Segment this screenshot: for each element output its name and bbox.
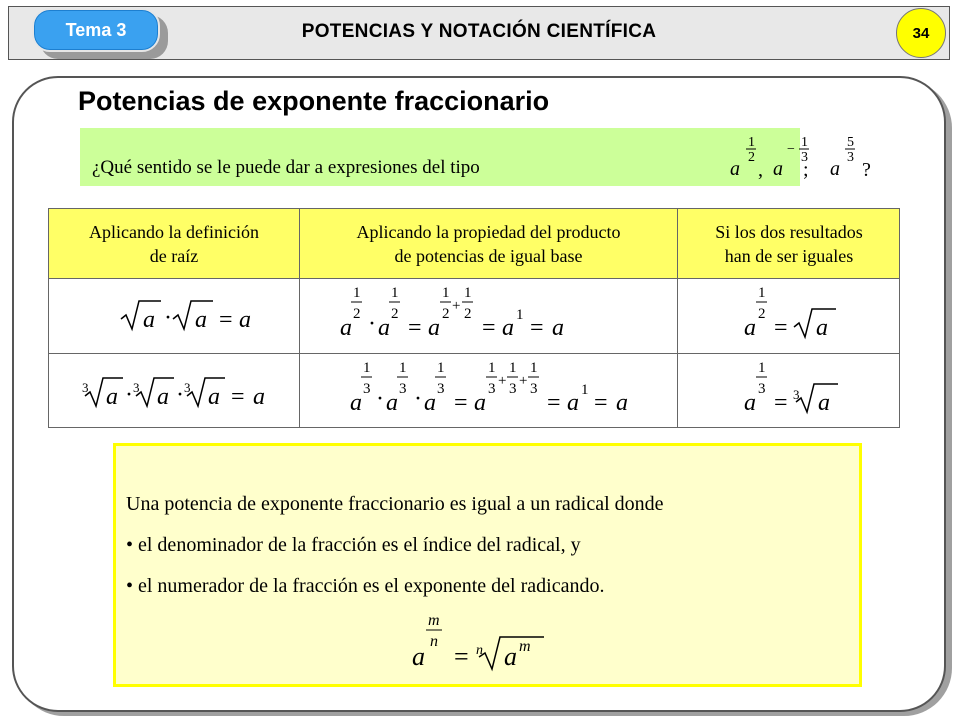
svg-text:a: a (504, 642, 517, 671)
svg-text:+: + (519, 373, 528, 389)
rule-box (113, 443, 862, 687)
svg-text:=: = (231, 384, 245, 410)
svg-text:1: 1 (464, 285, 472, 301)
svg-text:a: a (239, 307, 251, 333)
svg-text:3: 3 (509, 381, 517, 397)
svg-text:a: a (106, 384, 118, 410)
rule-statement: Una potencia de exponente fraccionario es igual a un radical donde (126, 493, 664, 515)
svg-text:3: 3 (793, 387, 800, 402)
svg-text:·: · (368, 311, 376, 337)
svg-text:a: a (730, 158, 740, 180)
svg-text:a: a (818, 390, 830, 416)
svg-text:a: a (412, 642, 425, 671)
section-title: Potencias de exponente fraccionario (78, 86, 550, 116)
result-third-cell (678, 354, 900, 428)
header-product: Aplicando la propiedad del producto de potencias de igual base (300, 209, 678, 278)
svg-text:a: a (340, 315, 352, 341)
table-row (49, 354, 899, 428)
svg-text:·: · (176, 382, 184, 408)
svg-text:2: 2 (353, 306, 361, 322)
svg-text:a: a (474, 390, 486, 416)
svg-text:3: 3 (363, 381, 371, 397)
svg-text:3: 3 (801, 150, 808, 165)
svg-text:n: n (430, 633, 438, 650)
svg-text:=: = (454, 390, 468, 416)
svg-text:1: 1 (391, 285, 399, 301)
page-number-badge: 34 (896, 8, 946, 58)
cuberoot-definition-cell (49, 354, 300, 428)
svg-text:·: · (414, 386, 422, 412)
sqrt-definition-cell (49, 279, 300, 353)
svg-text:a: a (143, 307, 155, 333)
svg-text:1: 1 (353, 285, 361, 301)
tema-badge[interactable]: Tema 3 (32, 8, 160, 52)
table-header-row (49, 209, 899, 279)
svg-text:3: 3 (184, 380, 191, 395)
svg-text:3: 3 (133, 380, 140, 395)
svg-text:1: 1 (509, 360, 517, 376)
svg-text:=: = (594, 390, 608, 416)
svg-text:2: 2 (391, 306, 399, 322)
svg-text:1: 1 (437, 360, 445, 376)
svg-text:2: 2 (464, 306, 472, 322)
svg-text:·: · (164, 305, 172, 331)
svg-text:=: = (774, 315, 788, 341)
svg-text:3: 3 (530, 381, 538, 397)
table-row (49, 279, 899, 354)
svg-text:1: 1 (399, 360, 407, 376)
svg-text:3: 3 (437, 381, 445, 397)
expr-a-five-thirds (830, 135, 855, 180)
svg-text:1: 1 (581, 382, 589, 398)
svg-text:a: a (502, 315, 514, 341)
svg-text:a: a (773, 158, 783, 180)
svg-text:a: a (157, 384, 169, 410)
svg-text:a: a (253, 384, 265, 410)
product-half-cell (300, 279, 678, 353)
svg-text:2: 2 (442, 306, 450, 322)
svg-text:a: a (350, 390, 362, 416)
svg-text:=: = (530, 315, 544, 341)
svg-text:1: 1 (801, 135, 808, 150)
svg-text:3: 3 (399, 381, 407, 397)
svg-text:a: a (567, 390, 579, 416)
svg-text:3: 3 (82, 380, 89, 395)
question-expressions (640, 128, 880, 186)
svg-text:+: + (498, 373, 507, 389)
svg-text:m: m (519, 638, 531, 655)
svg-text:3: 3 (758, 381, 766, 397)
result-half-cell (678, 279, 900, 353)
svg-text:a: a (424, 390, 436, 416)
svg-text:a: a (428, 315, 440, 341)
svg-text:a: a (386, 390, 398, 416)
expr-a-one-half (730, 135, 756, 180)
svg-text:3: 3 (847, 150, 854, 165)
svg-text:=: = (774, 390, 788, 416)
svg-text:a: a (616, 390, 628, 416)
properties-table (48, 208, 900, 428)
svg-text:a: a (195, 307, 207, 333)
svg-text:3: 3 (488, 381, 496, 397)
svg-text:1: 1 (758, 360, 766, 376)
rule-bullet-denominator: • el denominador de la fracción es el índice del radical, y (126, 534, 581, 556)
svg-text:a: a (552, 315, 564, 341)
svg-text:+: + (452, 298, 461, 314)
svg-text:a: a (830, 158, 840, 180)
svg-text:1: 1 (758, 285, 766, 301)
separator-question: ? (862, 159, 871, 181)
svg-text:·: · (376, 386, 384, 412)
svg-text:=: = (454, 642, 469, 671)
svg-text:1: 1 (748, 135, 755, 150)
svg-text:1: 1 (488, 360, 496, 376)
svg-text:1: 1 (442, 285, 450, 301)
general-formula (406, 609, 556, 675)
separator-semicolon: ; (803, 159, 809, 181)
svg-text:=: = (547, 390, 561, 416)
product-third-cell (300, 354, 678, 428)
svg-text:a: a (744, 315, 756, 341)
svg-text:a: a (744, 390, 756, 416)
rule-bullet-numerator: • el numerador de la fracción es el exponente del radicando. (126, 575, 605, 597)
svg-text:·: · (125, 382, 133, 408)
svg-text:a: a (816, 315, 828, 341)
svg-text:a: a (378, 315, 390, 341)
header-result: Si los dos resultados han de ser iguales (715, 221, 863, 266)
svg-text:2: 2 (748, 150, 755, 165)
svg-text:−: − (787, 142, 795, 157)
svg-text:1: 1 (530, 360, 538, 376)
svg-text:a: a (208, 384, 220, 410)
svg-text:m: m (428, 612, 440, 629)
svg-text:1: 1 (516, 307, 524, 323)
header-title: POTENCIAS Y NOTACIÓN CIENTÍFICA (301, 21, 657, 42)
svg-text:=: = (482, 315, 496, 341)
svg-text:2: 2 (758, 306, 766, 322)
svg-text:n: n (476, 643, 483, 658)
svg-text:=: = (219, 307, 233, 333)
separator-comma: , (758, 159, 763, 181)
header-definition: Aplicando la definición de raíz (49, 209, 300, 278)
question-banner (80, 128, 871, 186)
svg-text:1: 1 (363, 360, 371, 376)
question-text: ¿Qué sentido se le puede dar a expresiones del tipo (92, 157, 480, 178)
svg-text:=: = (408, 315, 422, 341)
svg-text:5: 5 (847, 135, 854, 150)
